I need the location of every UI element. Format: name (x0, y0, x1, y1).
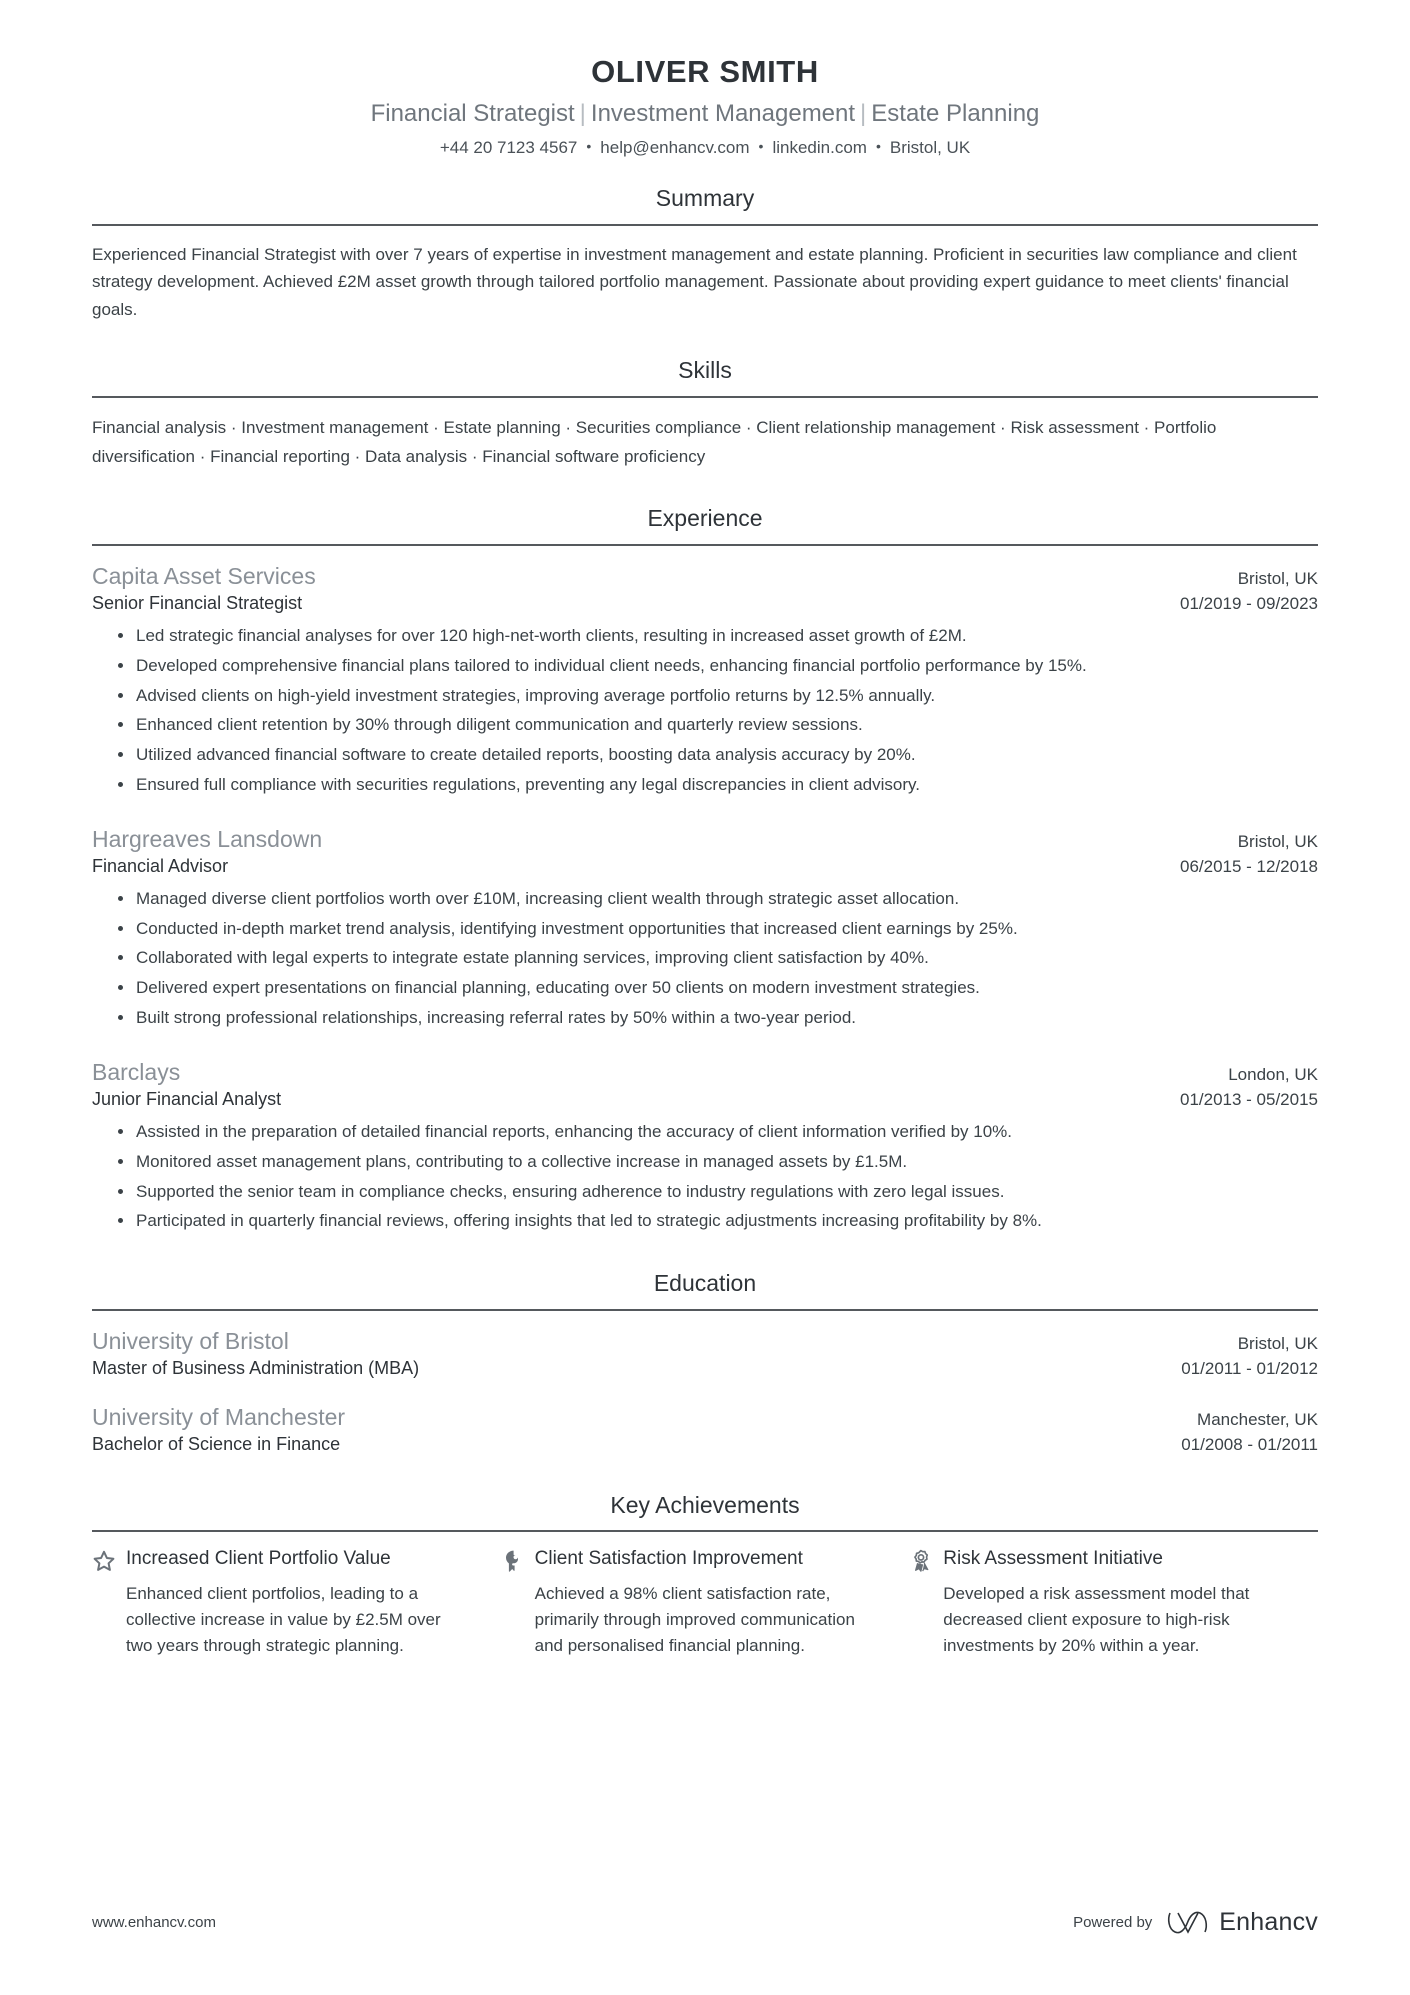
award-ribbon-icon (909, 1549, 933, 1573)
summary-text: Experienced Financial Strategist with over 7 years of expertise in investment management and estate planning. Proficient in securities law compliance and client strategy development. Achieved £2M asset growth through tailored portfolio management. Passionate about providing expert guidance to meet clients' financial goals. (92, 244, 1297, 319)
resume-footer (92, 1907, 1318, 1937)
achievement-description: Developed a risk assessment model that decreased client exposure to high-risk investments by 20% within a year. (943, 1584, 1250, 1655)
contact-location: Bristol, UK (889, 138, 971, 158)
contact-phone: +44 20 7123 4567 (439, 138, 578, 158)
experience-dates: 01/2019 - 09/2023 (1179, 594, 1318, 614)
education-school: University of Manchester (92, 1403, 346, 1430)
resume-header (92, 55, 1318, 159)
experience-role: Junior Financial Analyst (92, 1089, 282, 1110)
skills-list: Financial analysis · Investment management · Estate planning · Securities compliance · Client relationship management · Risk assessment · Portfolio diversification · Financial reporting · Data analysis · Financial software proficiency (92, 417, 1217, 467)
experience-entry (92, 824, 1318, 1035)
education-dates: 01/2011 - 01/2012 (1181, 1359, 1318, 1379)
section-title-key-achievements: Key Achievements (610, 1491, 800, 1518)
experience-location: Bristol, UK (1237, 831, 1318, 851)
headline-part-1: Financial Strategist (370, 100, 575, 128)
experience-entry-bottom-row (92, 1087, 1318, 1113)
education-list (92, 1326, 1318, 1458)
achievement-header (909, 1547, 1276, 1573)
enhancv-logo (1166, 1907, 1318, 1937)
experience-company: Capita Asset Services (92, 563, 316, 590)
experience-bullet: Enhanced client retention by 30% through diligent communication and quarterly review sessions. (118, 712, 1318, 742)
contact-bullet-2: • (758, 138, 764, 155)
education-entry (92, 1402, 1318, 1458)
section-rule-experience (92, 544, 1318, 546)
contact-email[interactable]: help@enhancv.com (600, 138, 750, 158)
section-rule-summary (92, 224, 1318, 226)
experience-bullet: Delivered expert presentations on financial planning, educating over 50 clients on modern investment strategies. (118, 975, 1318, 1005)
achievement-header (92, 1547, 459, 1573)
education-degree: Bachelor of Science in Finance (92, 1434, 341, 1455)
section-experience (92, 505, 1318, 1238)
education-location: Manchester, UK (1197, 1409, 1318, 1429)
achievement-title: Client Satisfaction Improvement (534, 1548, 803, 1570)
experience-entry-bottom-row (92, 854, 1318, 880)
section-title-education: Education (653, 1270, 757, 1297)
experience-bullet: Assisted in the preparation of detailed financial reports, enhancing the accuracy of client information verified by 10%. (118, 1119, 1318, 1149)
experience-bullet: Ensured full compliance with securities regulations, preventing any legal discrepancies in client advisory. (118, 772, 1318, 802)
enhancv-mark-icon (1166, 1907, 1210, 1937)
experience-entry (92, 561, 1318, 802)
education-degree: Master of Business Administration (MBA) (92, 1358, 420, 1379)
education-entry-bottom-row (92, 1432, 1318, 1458)
star-icon (92, 1549, 116, 1573)
experience-bullet: Managed diverse client portfolios worth over £10M, increasing client wealth through strategic asset allocation. (118, 886, 1318, 916)
education-entry-bottom-row (92, 1356, 1318, 1382)
education-entry-top-row (92, 1402, 1318, 1432)
section-key-achievements (92, 1492, 1318, 1659)
enhancv-wordmark: Enhancv (1219, 1907, 1318, 1936)
experience-list (92, 561, 1318, 1238)
experience-dates: 01/2013 - 05/2015 (1179, 1090, 1318, 1110)
contact-website[interactable]: linkedin.com (772, 138, 867, 158)
experience-entry-top-row (92, 1057, 1318, 1087)
experience-company: Barclays (92, 1058, 181, 1085)
experience-bullet: Collaborated with legal experts to integrate estate planning services, improving client satisfaction by 40%. (118, 945, 1318, 975)
section-education (92, 1270, 1318, 1457)
experience-bullet: Monitored asset management plans, contributing to a collective increase in managed assets by £1.5M. (118, 1149, 1318, 1179)
experience-entry-top-row (92, 561, 1318, 591)
experience-bullet-list (92, 623, 1318, 802)
footer-website[interactable]: www.enhancv.com (92, 1913, 216, 1931)
experience-entry-bottom-row (92, 591, 1318, 617)
footer-branding (1073, 1907, 1318, 1937)
experience-company: Hargreaves Lansdown (92, 825, 323, 852)
experience-bullet: Advised clients on high-yield investment strategies, improving average portfolio returns by 12.5% annually. (118, 683, 1318, 713)
section-rule-education (92, 1309, 1318, 1311)
achievement-title: Increased Client Portfolio Value (126, 1548, 391, 1570)
education-location: Bristol, UK (1237, 1333, 1318, 1353)
experience-bullet: Participated in quarterly financial reviews, offering insights that led to strategic adjustments increasing profitability by 8%. (118, 1208, 1318, 1238)
experience-bullet-list (92, 886, 1318, 1035)
section-title-experience: Experience (647, 505, 763, 532)
experience-bullet: Built strong professional relationships, increasing referral rates by 50% within a two-year period. (118, 1005, 1318, 1035)
section-rule-skills (92, 396, 1318, 398)
candidate-name: OLIVER SMITH (591, 54, 819, 89)
headline-part-3: Estate Planning (871, 100, 1040, 128)
experience-bullet: Developed comprehensive financial plans tailored to individual client needs, enhancing financial portfolio performance by 15%. (118, 653, 1318, 683)
education-entry-top-row (92, 1326, 1318, 1356)
section-title-summary: Summary (655, 185, 755, 212)
experience-bullet: Conducted in-depth market trend analysis, identifying investment opportunities that increased client earnings by 25%. (118, 916, 1318, 946)
education-school: University of Bristol (92, 1327, 289, 1354)
experience-role: Financial Advisor (92, 856, 229, 877)
experience-location: Bristol, UK (1237, 569, 1318, 589)
candidate-headline (92, 99, 1318, 129)
achievement-header (501, 1547, 868, 1573)
headline-separator-2: | (860, 100, 867, 128)
section-title-skills: Skills (678, 357, 732, 384)
head-profile-icon (501, 1549, 525, 1573)
achievement-description: Achieved a 98% client satisfaction rate, primarily through improved communication and personalised financial planning. (534, 1584, 855, 1655)
contact-bullet-1: • (586, 138, 592, 155)
experience-entry-top-row (92, 824, 1318, 854)
experience-location: London, UK (1228, 1064, 1318, 1084)
experience-role: Senior Financial Strategist (92, 593, 303, 614)
achievement-item (909, 1547, 1318, 1658)
achievement-description: Enhanced client portfolios, leading to a collective increase in value by £2.5M over two years through strategic planning. (126, 1584, 441, 1655)
achievement-item (501, 1547, 910, 1658)
experience-bullet: Led strategic financial analyses for over 120 high-net-worth clients, resulting in increased asset growth of £2M. (118, 623, 1318, 653)
section-rule-key-achievements (92, 1530, 1318, 1532)
powered-by-label: Powered by (1073, 1913, 1153, 1931)
experience-entry (92, 1057, 1318, 1238)
experience-dates: 06/2015 - 12/2018 (1179, 857, 1318, 877)
achievement-title: Risk Assessment Initiative (943, 1548, 1163, 1570)
achievements-grid (92, 1547, 1318, 1658)
contact-bullet-3: • (875, 138, 881, 155)
section-skills (92, 357, 1318, 471)
headline-part-2: Investment Management (590, 100, 856, 128)
education-entry (92, 1326, 1318, 1382)
section-summary (92, 185, 1318, 323)
experience-bullet-list (92, 1119, 1318, 1238)
contact-line (92, 137, 1318, 159)
education-dates: 01/2008 - 01/2011 (1181, 1435, 1318, 1455)
experience-bullet: Supported the senior team in compliance checks, ensuring adherence to industry regulations with zero legal issues. (118, 1179, 1318, 1209)
achievement-item (92, 1547, 501, 1658)
experience-bullet: Utilized advanced financial software to create detailed reports, boosting data analysis accuracy by 20%. (118, 742, 1318, 772)
headline-separator-1: | (579, 100, 586, 128)
